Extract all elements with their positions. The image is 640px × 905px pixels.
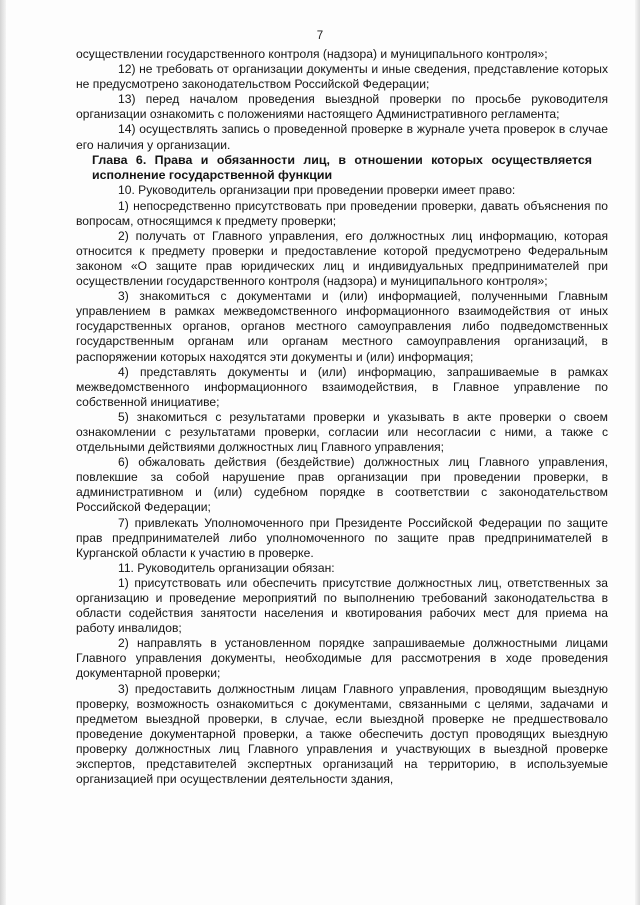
paragraph: 4) представлять документы и (или) информацию, запрашиваемые в рамках межведомственного информационного взаимодействия, в Главное управление по собственной инициативе; xyxy=(76,364,608,409)
paragraph: 12) не требовать от организации документы и иные сведения, представление которых не предусмотрено законодательством Российской Федерации; xyxy=(76,62,608,92)
chapter-heading: Глава 6. Права и обязанности лиц, в отношении которых осуществляется исполнение государственной функции xyxy=(92,152,592,183)
scan-edge-left xyxy=(0,0,6,905)
page-number: 7 xyxy=(316,30,324,42)
paragraph: 7) привлекать Уполномоченного при Президенте Российской Федерации по защите прав предпринимателей либо уполномоченного по защите прав предпринимателей в Курганской области к участию в проверке. xyxy=(76,515,608,560)
paragraph: 1) непосредственно присутствовать при проведении проверки, давать объяснения по вопросам, относящимся к предмету проверки; xyxy=(76,198,608,228)
paragraph: 6) обжаловать действия (бездействие) должностных лиц Главного управления, повлекшие за собой нарушение прав организации при проведении проверки, в административном и (или) судебном порядке в соответствии с законодательством Российской Федерации; xyxy=(76,455,608,515)
paragraph: 3) знакомиться с документами и (или) информацией, полученными Главным управлением в рамках межведомственного информационного взаимодействия от иных государственных органов, органов местного самоуправления либо подведомственных государственным органам или органам местного самоуправления организаций, в распоряжении которых находятся эти документы и (или) информация; xyxy=(76,289,608,364)
paragraph: 11. Руководитель организации обязан: xyxy=(118,560,335,575)
paragraph: 13) перед началом проведения выездной проверки по просьбе руководителя организации ознакомить с положениями настоящего Административного регламента; xyxy=(76,92,608,122)
document-body xyxy=(76,47,608,787)
paragraph: 14) осуществлять запись о проведенной проверке в журнале учета проверок в случае его наличия у организации. xyxy=(76,122,608,152)
paragraph: 10. Руководитель организации при проведении проверки имеет право: xyxy=(118,183,516,198)
paragraph: осуществлении государственного контроля (надзора) и муниципального контроля»; xyxy=(76,47,548,61)
paragraph: 1) присутствовать или обеспечить присутствие должностных лиц, ответственных за организацию и проведение мероприятий по выполнению требований законодательства в области содействия занятости населения и квотирования рабочих мест для приема на работу инвалидов; xyxy=(76,575,608,636)
scan-edge-right xyxy=(635,0,640,905)
paragraph: 3) предоставить должностным лицам Главного управления, проводящим выездную проверку, возможность ознакомиться с документами, связанными с целями, задачами и предметом выездной проверки, в случае, если выездной проверке не предшествовало проведение документарной проверки, а также обеспечить доступ проводящих выездную проверку должностных лиц Главного управления и участвующих в выездной проверке экспертов, представителей экспертных организаций на территорию, в используемые организацией при осуществлении деятельности здания, xyxy=(76,681,608,787)
paragraph: 5) знакомиться с результатами проверки и указывать в акте проверки о своем ознакомлении с результатами проверки, согласии или несогласии с ними, а также с отдельными действиями должностных лиц Главного управления; xyxy=(76,409,608,455)
paragraph: 2) направлять в установленном порядке запрашиваемые должностными лицами Главного управления документы, необходимые для рассмотрения в ходе проведения документарной проверки; xyxy=(76,636,608,681)
paragraph: 2) получать от Главного управления, его должностных лиц информацию, которая относится к предмету проверки и предоставление которой предусмотрено Федеральным законом «О защите прав юридических лиц и индивидуальных предпринимателей при осуществлении государственного контроля (надзора) и муниципального контроля»; xyxy=(76,228,608,289)
